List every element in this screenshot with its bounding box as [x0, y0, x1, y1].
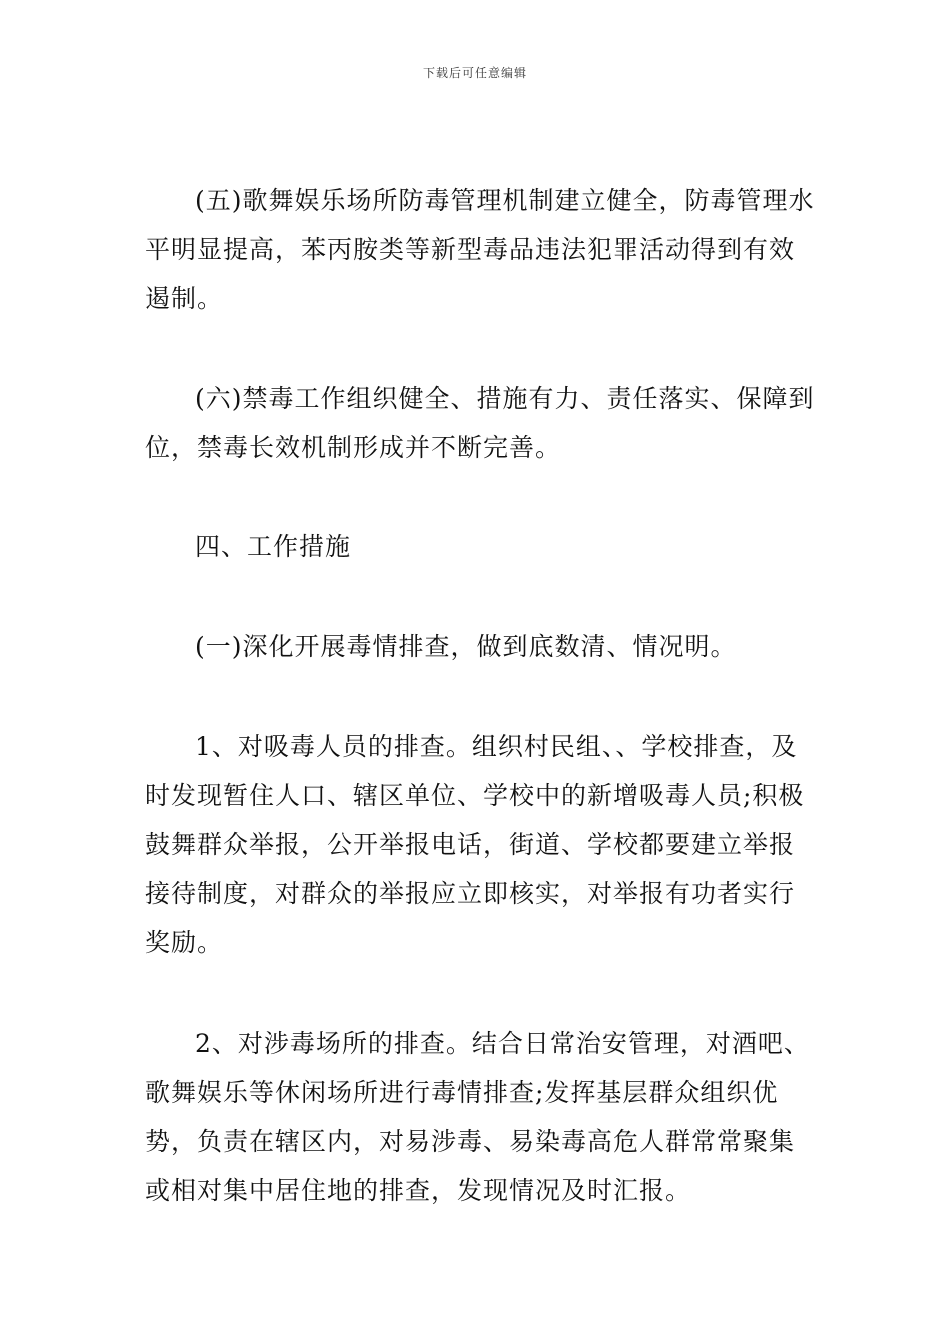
header-note: 下载后可任意编辑 — [422, 66, 527, 80]
paragraph-venue-screening: 2、对涉毒场所的排查。结合日常治安管理，对酒吧、歌舞娱乐等休闲场所进行毒情排查;发挥基层群众组织优势，负责在辖区内，对易涉毒、易染毒高危人群常常聚集或相对集中居住地的排查，发现情况及时汇报。 — [145, 1029, 810, 1205]
paragraph-item-6: (六)禁毒工作组织健全、措施有力、责任落实、保障到位，禁毒长效机制形成并不断完善。 — [145, 384, 815, 462]
paragraph-drug-user-screening: 1、对吸毒人员的排查。组织村民组、、学校排查，及时发现暂住人口、辖区单位、学校中的新增吸毒人员;积极鼓舞群众举报，公开举报电话，街道、学校都要建立举报接待制度，对群众的举报应立即核实，对举报有功者实行奖励。 — [145, 732, 805, 957]
section-heading-work-measures: 四、工作措施 — [195, 532, 352, 561]
paragraph-item-5: (五)歌舞娱乐场所防毒管理机制建立健全，防毒管理水平明显提高，苯丙胺类等新型毒品违法犯罪活动得到有效遏制。 — [145, 186, 815, 313]
paragraph-measure-1: (一)深化开展毒情排查，做到底数清、情况明。 — [195, 632, 737, 661]
